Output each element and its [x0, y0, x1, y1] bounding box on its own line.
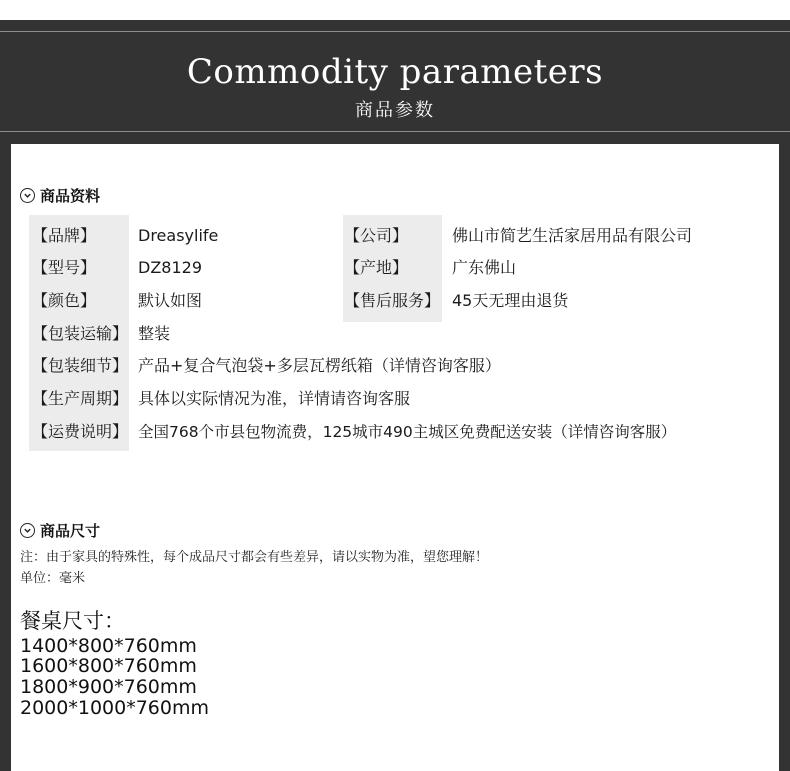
after-sales-label: 【售后服务】 — [344, 291, 441, 310]
size-note: 注：由于家具的特殊性，每个成品尺寸都会有些差异，请以实物为准，望您理解！ — [20, 550, 489, 565]
origin-value: 广东佛山 — [452, 258, 517, 277]
color-label: 【颜色】 — [32, 291, 97, 310]
chevron-down-icon — [20, 188, 35, 203]
package-detail-label: 【包装细节】 — [32, 356, 129, 375]
company-value: 佛山市简艺生活家居用品有限公司 — [452, 226, 693, 245]
model-value: DZ8129 — [138, 258, 202, 277]
model-label: 【型号】 — [32, 258, 97, 277]
shipping-label: 【运费说明】 — [32, 422, 129, 441]
size-option: 2000*1000*760mm — [20, 697, 209, 719]
chevron-down-icon — [20, 523, 35, 538]
packaging-label: 【包装运输】 — [32, 324, 129, 343]
production-cycle-label: 【生产周期】 — [32, 389, 129, 408]
origin-label: 【产地】 — [344, 258, 409, 277]
table-size-title: 餐桌尺寸： — [20, 609, 125, 633]
header-divider-bottom — [0, 131, 790, 132]
product-size-heading — [20, 520, 100, 541]
size-unit: 单位：毫米 — [20, 571, 86, 586]
color-value: 默认如图 — [138, 291, 203, 310]
product-info-heading — [20, 185, 100, 206]
page-title-cn: 商品参数 — [355, 100, 435, 121]
company-label: 【公司】 — [344, 226, 409, 245]
size-option: 1600*800*760mm — [20, 655, 197, 677]
brand-label: 【品牌】 — [32, 226, 97, 245]
product-size-heading-text: 商品尺寸 — [40, 522, 101, 540]
product-info-heading-text: 商品资料 — [40, 187, 101, 205]
top-margin — [0, 0, 790, 20]
after-sales-value: 45天无理由退货 — [452, 291, 569, 310]
production-cycle-value: 具体以实际情况为准，详情请咨询客服 — [138, 389, 411, 408]
package-detail-value: 产品+复合气泡袋+多层瓦楞纸箱（详情咨询客服） — [138, 356, 501, 375]
shipping-value: 全国768个市县包物流费，125城市490主城区免费配送安装（详情咨询客服） — [138, 423, 677, 441]
packaging-value: 整装 — [138, 324, 171, 343]
header-divider-top — [0, 31, 790, 32]
page-title-en: Commodity parameters — [186, 52, 604, 92]
size-option: 1800*900*760mm — [20, 676, 197, 698]
brand-value: Dreasylife — [138, 226, 219, 245]
size-option: 1400*800*760mm — [20, 635, 197, 657]
